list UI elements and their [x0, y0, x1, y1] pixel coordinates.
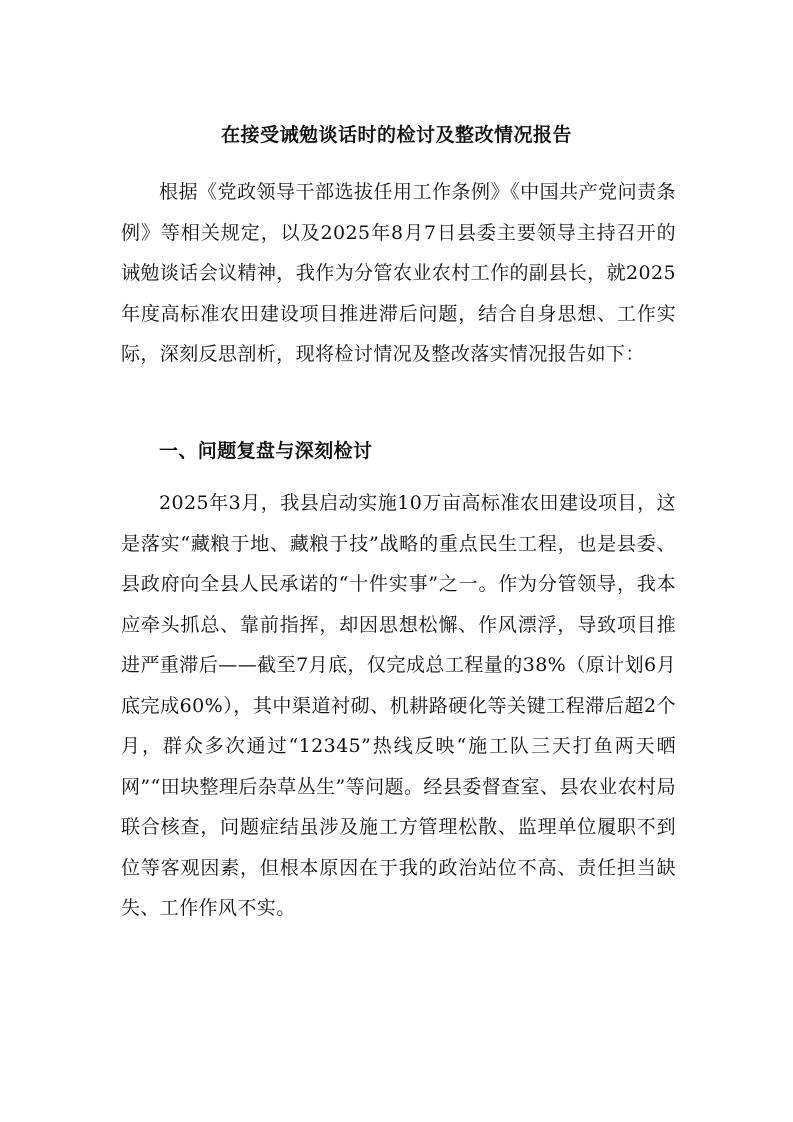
section-paragraph: 2025年3月，我县启动实施10万亩高标准农田建设项目，这是落实“藏粮于地、藏粮于技”战略的重点民生工程，也是县委、县政府向全县人民承诺的“十件实事”之一。作为分管领导，我本应牵头抓总、靠前指挥，却因思想松懈、作风漂浮，导致项目推进严重滞后——截至7月底，仅完成总工程量的38%（原计划6月底完成60%），其中渠道衬砌、机耕路硬化等关键工程滞后超2个月，群众多次通过“12345”热线反映“施工队三天打鱼两天晒网”“田块整理后杂草丛生”等问题。经县委督查室、县农业农村局联合核查，问题症结虽涉及施工方管理松散、监理单位履职不到位等客观因素，但根本原因在于我的政治站位不高、责任担当缺失、工作作风不实。: [121, 492, 676, 919]
section-heading: 一、问题复盘与深刻检讨: [159, 440, 373, 462]
intro-paragraph: 根据《党政领导干部选拔任用工作条例》《中国共产党问责条例》等相关规定，以及2025年8月7日县委主要领导主持召开的诫勉谈话会议精神，我作为分管农业农村工作的副县长，就2025年度高标准农田建设项目推进滞后问题，结合自身思想、工作实际，深刻反思剖析，现将检讨情况及整改落实情况报告如下：: [121, 181, 676, 365]
document-title: 在接受诫勉谈话时的检讨及整改情况报告: [220, 124, 572, 146]
